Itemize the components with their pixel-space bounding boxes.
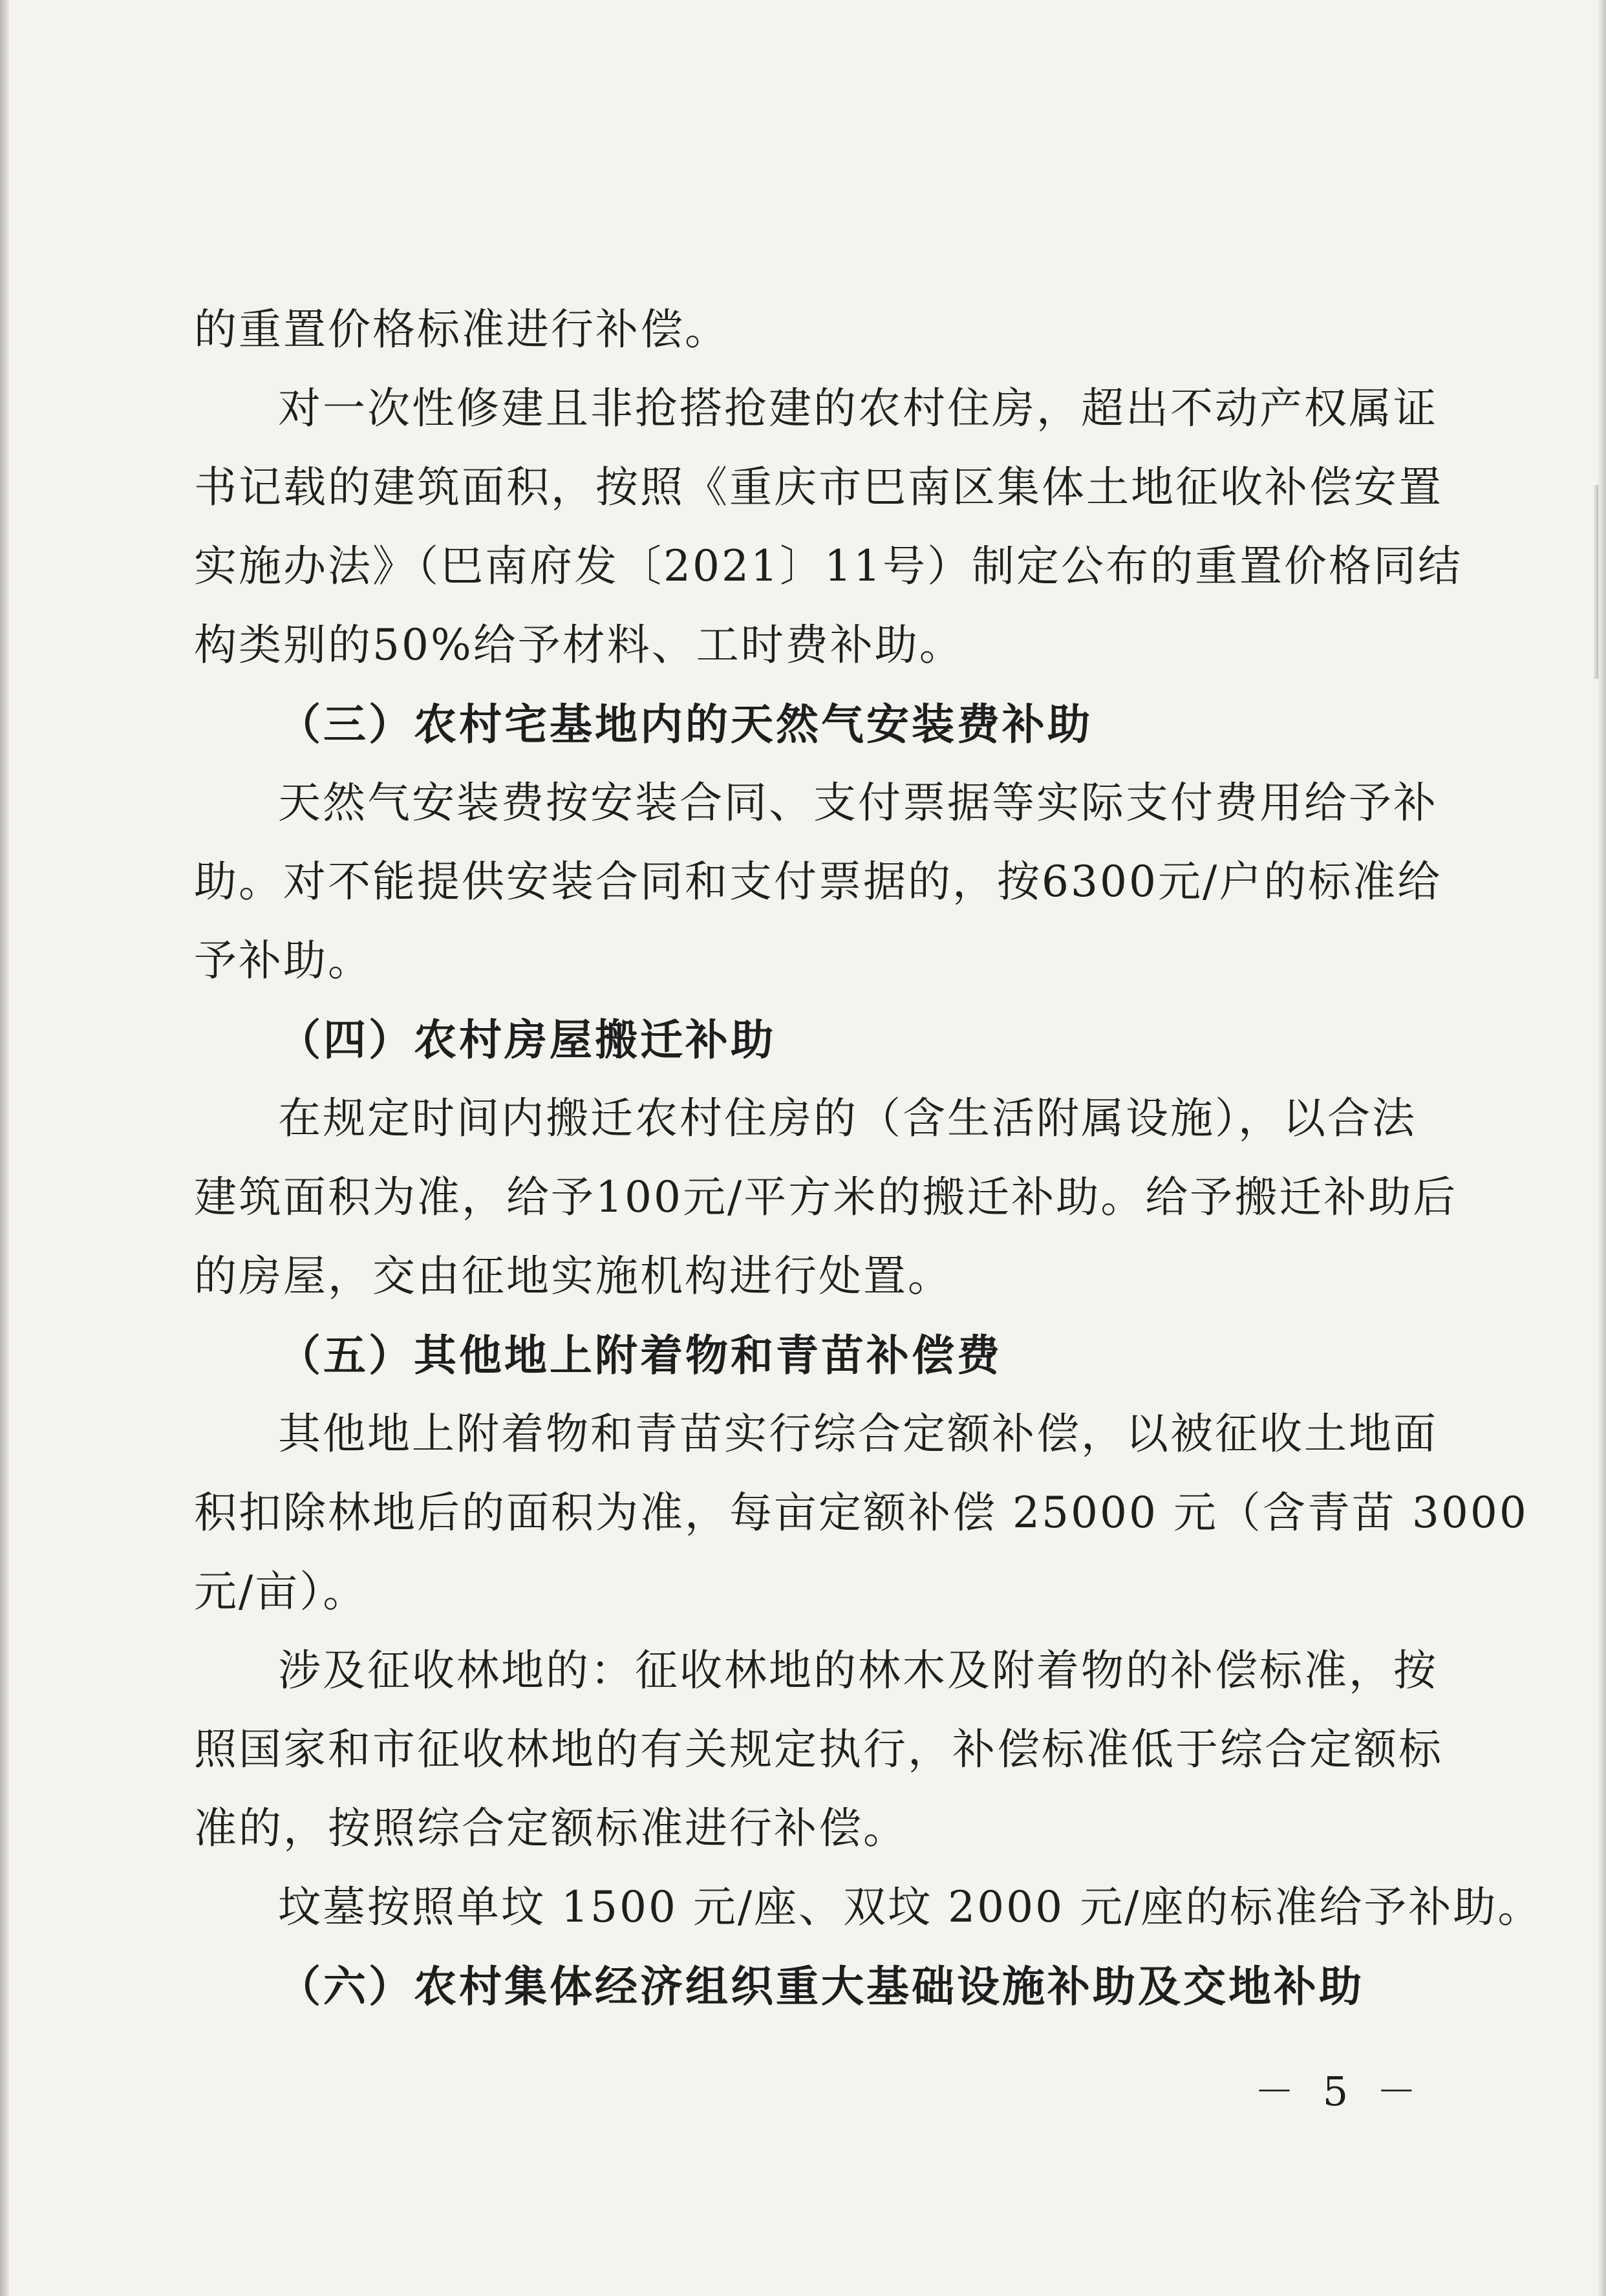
text-line: 助。对不能提供安装合同和支付票据的，按6300元/户的标准给 [194, 857, 1442, 907]
paragraph-first-line: 其他地上附着物和青苗实行综合定额补偿，以被征收土地面 [278, 1409, 1438, 1459]
text-line: 实施办法》（巴南府发〔2021〕11号）制定公布的重置价格同结 [194, 541, 1462, 591]
paragraph-first-line: 在规定时间内搬迁农村住房的（含生活附属设施），以合法 [278, 1093, 1417, 1143]
text-line: 书记载的建筑面积，按照《重庆市巴南区集体土地征收补偿安置 [194, 462, 1443, 512]
section-heading-5: （五）其他地上附着物和青苗补偿费 [278, 1330, 1002, 1380]
paragraph-first-line: 对一次性修建且非抢搭抢建的农村住房，超出不动产权属证 [278, 383, 1438, 433]
text-line: 建筑面积为准，给予100元/平方米的搬迁补助。给予搬迁补助后 [194, 1172, 1458, 1222]
section-heading-4: （四）农村房屋搬迁补助 [278, 1014, 776, 1065]
paragraph-first-line: 涉及征收林地的：征收林地的林木及附着物的补偿标准，按 [278, 1646, 1438, 1695]
text-line: 元/亩）。 [194, 1567, 368, 1616]
text-line: 准的，按照综合定额标准进行补偿。 [194, 1803, 908, 1853]
paragraph-first-line: 坟墓按照单坟 1500 元/座、双坟 2000 元/座的标准给予补助。 [278, 1882, 1543, 1932]
text-line: 积扣除林地后的面积为准，每亩定额补偿 25000 元（含青苗 3000 [194, 1488, 1528, 1538]
scan-right-edge [1598, 0, 1606, 2296]
text-line: 构类别的50%给予材料、工时费补助。 [194, 620, 964, 670]
scan-right-shadow [1593, 485, 1598, 679]
page-number: － 5 － [1254, 2068, 1424, 2115]
text-line: 的重置价格标准进行补偿。 [194, 305, 729, 354]
text-line: 照国家和市征收林地的有关规定执行，补偿标准低于综合定额标 [194, 1724, 1443, 1774]
section-heading-6: （六）农村集体经济组织重大基础设施补助及交地补助 [278, 1961, 1364, 2012]
section-heading-3: （三）农村宅基地内的天然气安装费补助 [278, 699, 1093, 749]
paragraph-first-line: 天然气安装费按安装合同、支付票据等实际支付费用给予补 [278, 778, 1438, 828]
text-line: 的房屋，交由征地实施机构进行处置。 [194, 1251, 952, 1301]
text-line: 予补助。 [194, 936, 372, 985]
scan-left-edge [0, 0, 9, 2296]
